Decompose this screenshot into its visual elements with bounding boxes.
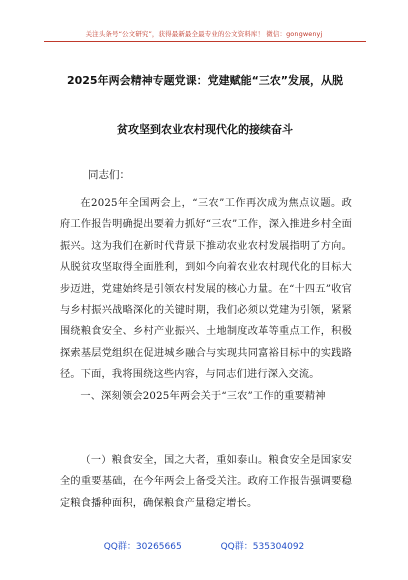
header-note: 关注头条号“公文研究”，获得最新最全最专业的公文资料库！ 微信：gongwenyj xyxy=(85,30,323,38)
body-paragraph-2: （一）粮食安全，国之大者，重如泰山。粮食安全是国家安全的重要基础，在今年两会上备受关注。政府工作报告强调要稳定粮食播种面积，确保粮食产量稳定增长。 xyxy=(60,455,352,509)
salutation: 同志们： xyxy=(88,169,130,181)
body-paragraph-1: 在2025年全国两会上，“三农”工作再次成为焦点议题。政府工作报告明确提出要着力抓好“三农”工作，深入推进乡村全面振兴。这为我们在新时代背景下推动农业农村发展指明了方向。从脱贫攻坚取得全面胜利，到如今向着农业农村现代化的目标大步迈进，党建始终是引领农村发展的核心力量。在“十四五”收官与乡村振兴战略深化的关键时期，我们必须以党建为引领，紧紧围绕粮食安全、乡村产业振兴、土地制度改革等重点工作，积极探索基层党组织在促进城乡融合与实现共同富裕目标中的实践路径。下面，我将围绕这些内容，与同志们进行深入交流。 xyxy=(60,198,352,381)
footer-qq-group-2: QQ群：535304092 xyxy=(220,542,305,552)
section-heading-1: 一、深刻领会2025年两会关于“三农”工作的重要精神 xyxy=(80,391,326,402)
footer xyxy=(0,539,408,552)
header-divider xyxy=(44,41,366,42)
footer-qq-group-1: QQ群：30265665 xyxy=(103,542,182,552)
doc-title-line-2: 贫攻坚到农业农村现代化的接续奋斗 xyxy=(117,123,293,136)
doc-title-line-1: 2025年两会精神专题党课：党建赋能“三农”发展，从脱 xyxy=(66,74,344,87)
